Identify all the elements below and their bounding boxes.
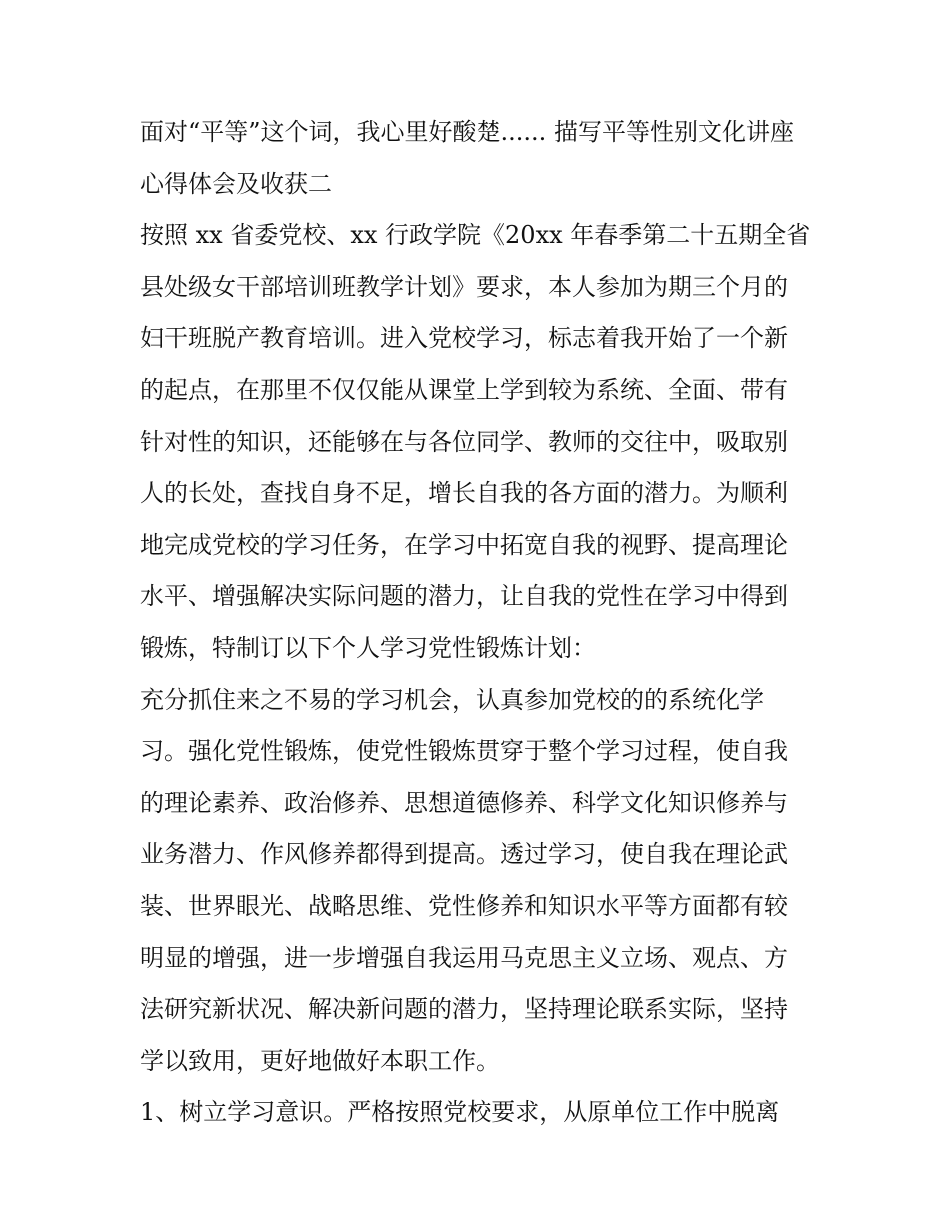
paragraph-line: 的理论素养、政治修养、思想道德修养、科学文化知识修养与	[140, 788, 788, 817]
paragraph-line: 习。强化党性锻炼，使党性锻炼贯穿于整个学习过程，使自我	[140, 737, 788, 766]
paragraph-line: 法研究新状况、解决新问题的潜力，坚持理论联系实际，坚持	[140, 995, 788, 1024]
numbered-item-line: 1、树立学习意识。严格按照党校要求，从原单位工作中脱离	[140, 1098, 780, 1127]
paragraph-line: 针对性的知识，还能够在与各位同学、教师的交往中，吸取别	[140, 427, 788, 456]
paragraph-line: 锻炼，特制订以下个人学习党性锻炼计划：	[140, 633, 596, 662]
paragraph-line: 地完成党校的学习任务，在学习中拓宽自我的视野、提高理论	[140, 530, 788, 559]
title-line-2: 心得体会及收获二	[140, 169, 332, 198]
paragraph-line: 业务潜力、作风修养都得到提高。透过学习，使自我在理论武	[140, 840, 788, 869]
paragraph-line: 县处级女干部培训班教学计划》要求，本人参加为期三个月的	[140, 272, 788, 301]
paragraph-line: 的起点，在那里不仅仅能从课堂上学到较为系统、全面、带有	[140, 375, 788, 404]
paragraph-line: 按照 xx 省委党校、xx 行政学院《20xx 年春季第二十五期全省	[140, 221, 811, 250]
paragraph-line: 水平、增强解决实际问题的潜力，让自我的党性在学习中得到	[140, 582, 788, 611]
paragraph-line: 明显的增强，进一步增强自我运用马克思主义立场、观点、方	[140, 943, 788, 972]
title-line-1: 面对“平等”这个词，我心里好酸楚...... 描写平等性别文化讲座	[140, 118, 794, 146]
paragraph-line: 妇干班脱产教育培训。进入党校学习，标志着我开始了一个新	[140, 324, 788, 353]
paragraph-line: 充分抓住来之不易的学习机会，认真参加党校的的系统化学	[140, 685, 764, 714]
paragraph-line: 装、世界眼光、战略思维、党性修养和知识水平等方面都有较	[140, 891, 788, 920]
paragraph-line: 人的长处，查找自身不足，增长自我的各方面的潜力。为顺利	[140, 479, 788, 508]
document-body	[140, 107, 820, 1139]
paragraph-line: 学以致用，更好地做好本职工作。	[140, 1046, 500, 1075]
